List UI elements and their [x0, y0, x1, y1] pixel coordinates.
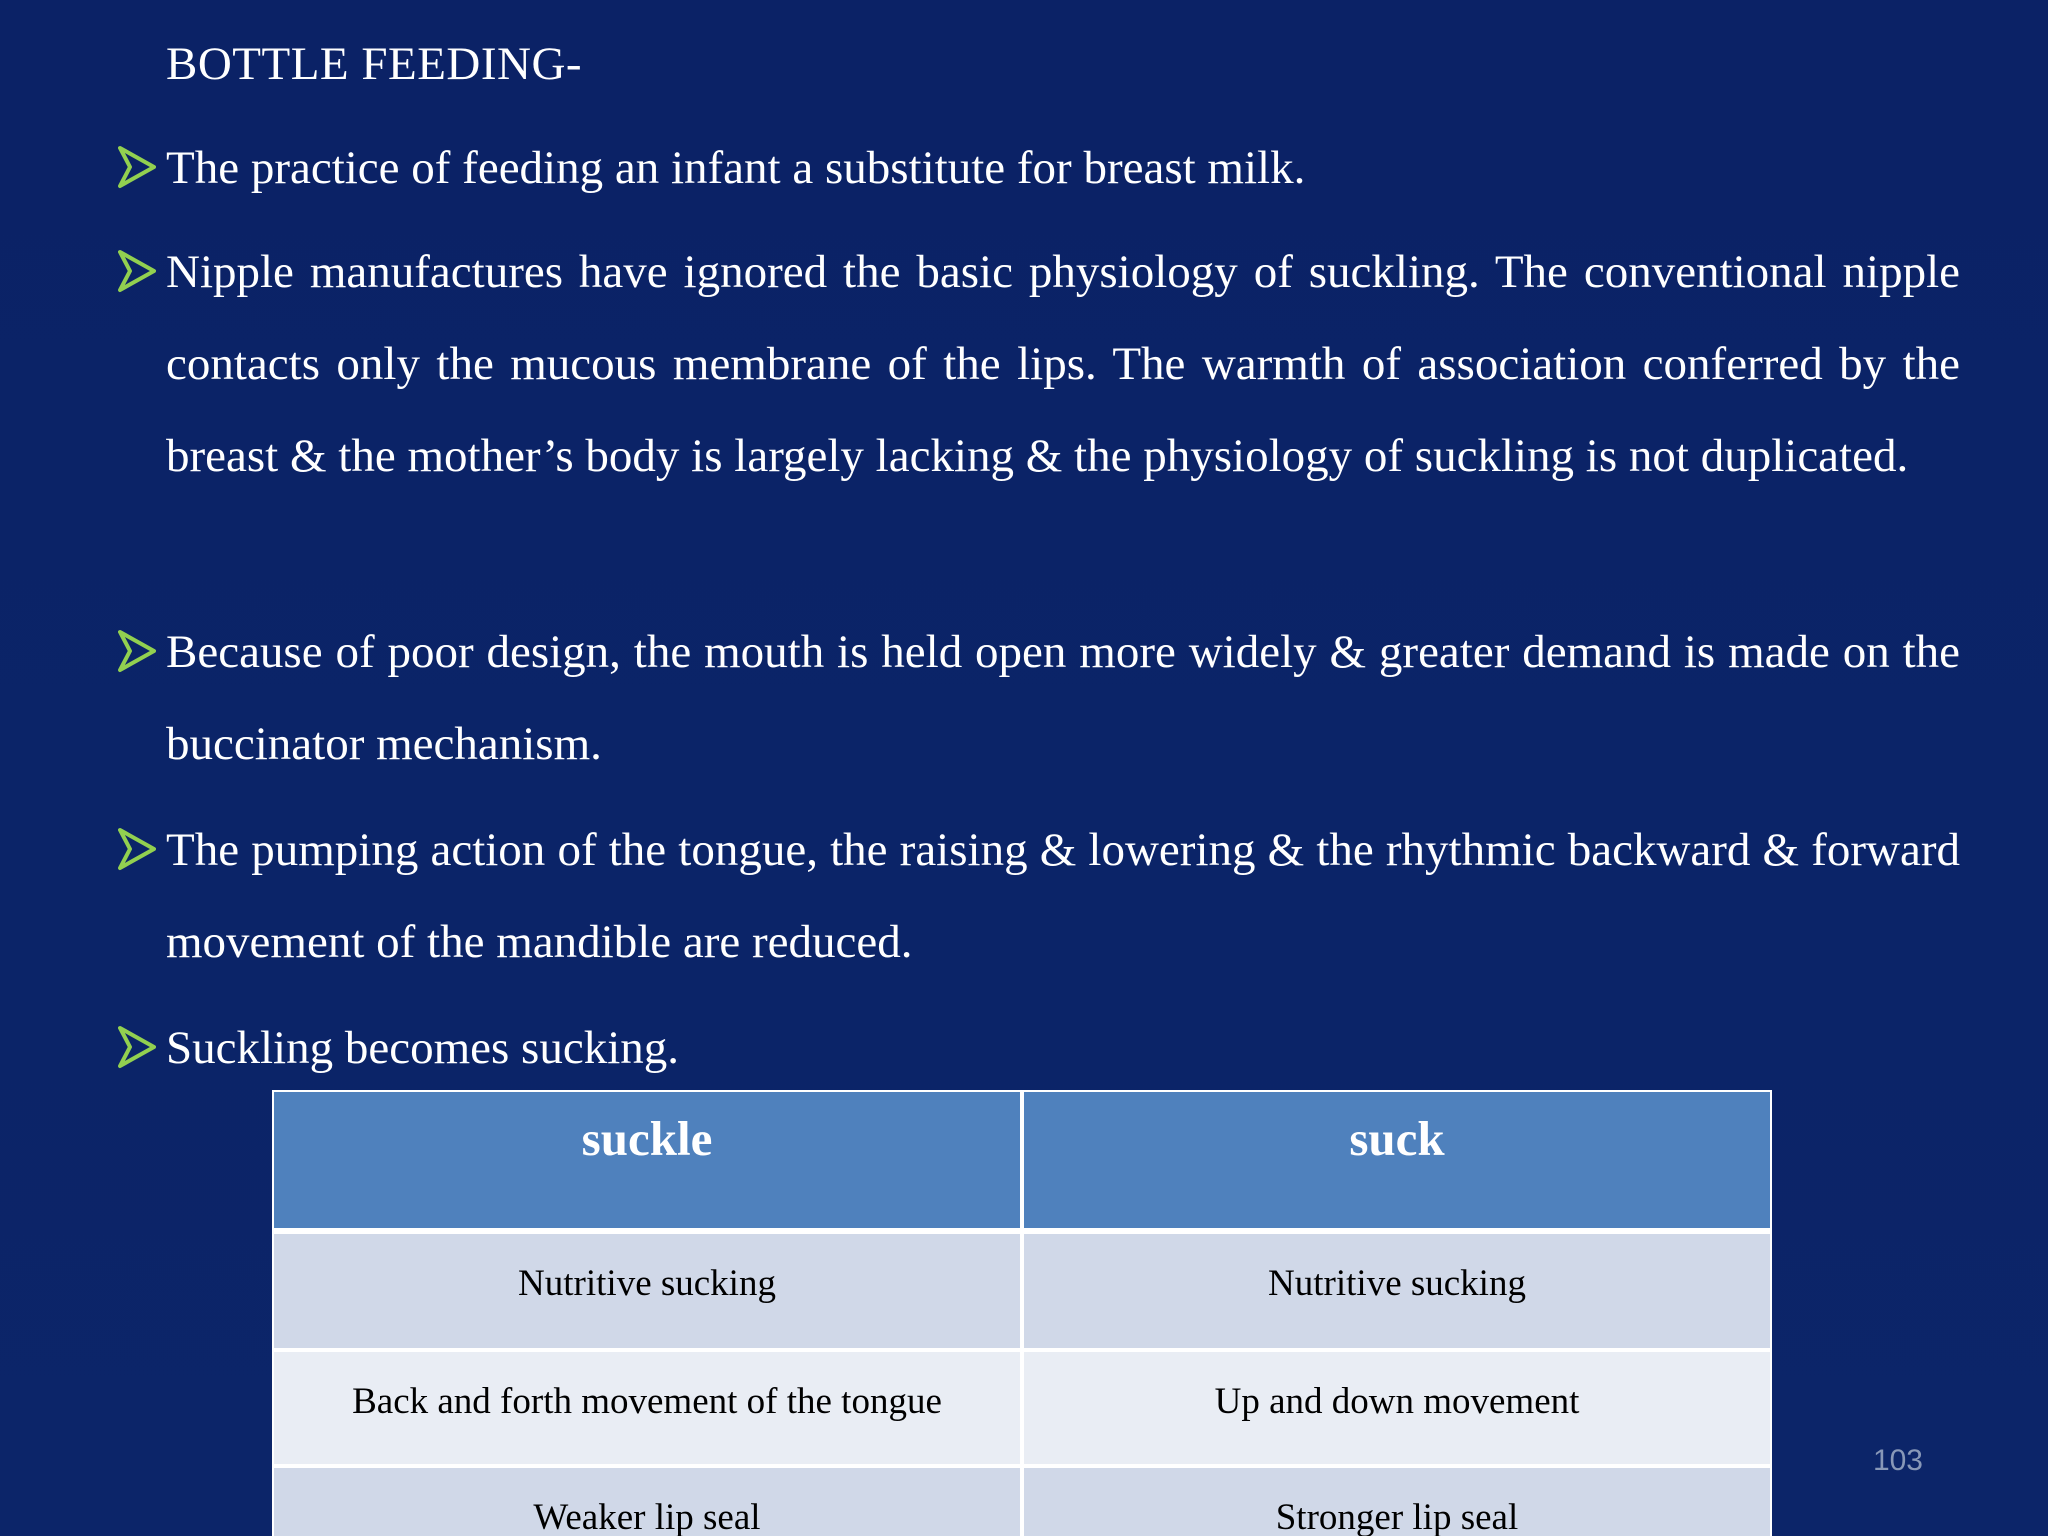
- table-cell: Nutritive sucking: [272, 1232, 1022, 1350]
- bullet-text: The pumping action of the tongue, the raising & lowering & the rhythmic backward & forward movement of the mandible are reduced.: [166, 824, 1960, 968]
- table-cell: Back and forth movement of the tongue: [272, 1350, 1022, 1466]
- table-row: [272, 1232, 1776, 1350]
- bullet-text: Suckling becomes sucking.: [166, 1022, 680, 1074]
- table-header-suckle: suckle: [272, 1090, 1022, 1232]
- arrow-bullet-icon: [118, 826, 156, 872]
- slide-heading: BOTTLE FEEDING-: [166, 38, 583, 90]
- bullet-item: [118, 122, 1960, 214]
- table-row: [272, 1466, 1776, 1536]
- bullet-item: [118, 226, 1960, 502]
- page-number: 103: [1872, 1444, 1923, 1477]
- table-header-suck: suck: [1022, 1090, 1772, 1232]
- bullet-text: Nipple manufactures have ignored the basic physiology of suckling. The conventional nipple contacts only the mucous membrane of the lips. The warmth of association conferred by the breast & the mother’s body is largely lacking & the physiology of suckling is not duplicated.: [166, 246, 1960, 482]
- table-row: [272, 1350, 1776, 1466]
- bullet-text: Because of poor design, the mouth is held open more widely & greater demand is made on the buccinator mechanism.: [166, 626, 1960, 770]
- table-header-row: [272, 1090, 1776, 1232]
- table-cell: Stronger lip seal: [1022, 1466, 1772, 1536]
- bullet-item: [118, 1002, 1960, 1094]
- table-cell: Weaker lip seal: [272, 1466, 1022, 1536]
- arrow-bullet-icon: [118, 248, 156, 294]
- table-cell: Up and down movement: [1022, 1350, 1772, 1466]
- arrow-bullet-icon: [118, 628, 156, 674]
- bullet-text: The practice of feeding an infant a substitute for breast milk.: [166, 142, 1306, 194]
- bullet-item: [118, 606, 1960, 790]
- table-cell: Nutritive sucking: [1022, 1232, 1772, 1350]
- arrow-bullet-icon: [118, 1024, 156, 1070]
- comparison-table: [272, 1090, 1776, 1536]
- bullet-item: [118, 804, 1960, 988]
- arrow-bullet-icon: [118, 144, 156, 190]
